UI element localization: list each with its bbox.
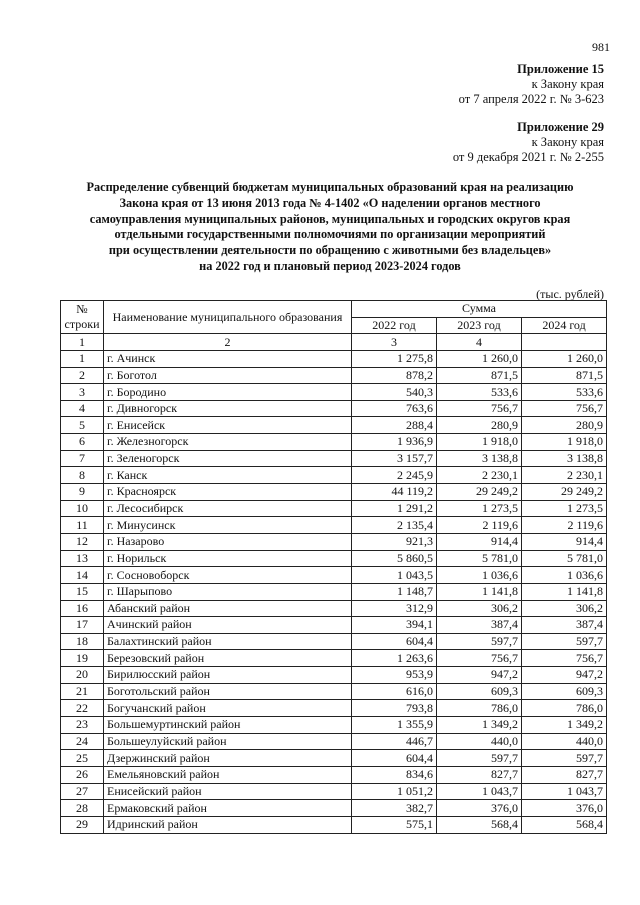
appendix-29-title: Приложение 29: [517, 120, 604, 134]
value-2024-cell: 1 043,7: [522, 783, 607, 800]
value-2022-cell: 1 051,2: [352, 783, 437, 800]
table-row: [61, 384, 607, 401]
value-2024-cell: 3 138,8: [522, 450, 607, 467]
municipality-name-cell: г. Зеленогорск: [104, 450, 352, 467]
value-2023-cell: 756,7: [437, 650, 522, 667]
value-2023-cell: 914,4: [437, 533, 522, 550]
value-2024-cell: 871,5: [522, 367, 607, 384]
value-2023-cell: 597,7: [437, 633, 522, 650]
municipality-name-cell: г. Боготол: [104, 367, 352, 384]
municipality-name-cell: г. Сосновоборск: [104, 567, 352, 584]
table-row: [61, 400, 607, 417]
value-2024-cell: 5 781,0: [522, 550, 607, 567]
table-row: [61, 783, 607, 800]
value-2023-cell: 1 918,0: [437, 434, 522, 451]
value-2022-cell: 616,0: [352, 683, 437, 700]
value-2022-cell: 604,4: [352, 750, 437, 767]
value-2022-cell: 1 291,2: [352, 500, 437, 517]
value-2023-cell: 786,0: [437, 700, 522, 717]
value-2023-cell: 947,2: [437, 667, 522, 684]
municipality-name-cell: г. Канск: [104, 467, 352, 484]
table-row: [61, 816, 607, 833]
municipality-name-cell: г. Красноярск: [104, 484, 352, 501]
value-2022-cell: 1 936,9: [352, 434, 437, 451]
value-2022-cell: 312,9: [352, 600, 437, 617]
title-line: Распределение субвенций бюджетам муниципальных образований края на реализацию: [86, 180, 574, 194]
value-2022-cell: 878,2: [352, 367, 437, 384]
value-2022-cell: 1 355,9: [352, 717, 437, 734]
table-row: [61, 766, 607, 783]
table-row: [61, 583, 607, 600]
row-number-cell: 16: [61, 600, 104, 617]
value-2024-cell: 376,0: [522, 800, 607, 817]
value-2023-cell: 1 349,2: [437, 717, 522, 734]
table-row: [61, 717, 607, 734]
value-2023-cell: 376,0: [437, 800, 522, 817]
row-number-cell: 3: [61, 384, 104, 401]
value-2023-cell: 1 043,7: [437, 783, 522, 800]
title-line: Закона края от 13 июня 2013 года № 4-1402 «О наделении органов местного: [119, 195, 541, 210]
title-line: отдельными государственными полномочиями по организации мероприятий: [114, 227, 546, 242]
value-2022-cell: 953,9: [352, 667, 437, 684]
value-2023-cell: 533,6: [437, 384, 522, 401]
row-number-cell: 28: [61, 800, 104, 817]
value-2022-cell: 575,1: [352, 816, 437, 833]
title-line: самоуправления муниципальных районов, муниципальных и городских округов края: [89, 211, 571, 226]
value-2023-cell: 597,7: [437, 750, 522, 767]
value-2022-cell: 793,8: [352, 700, 437, 717]
row-number-cell: 21: [61, 683, 104, 700]
value-2022-cell: 540,3: [352, 384, 437, 401]
row-number-cell: 17: [61, 617, 104, 634]
table-row: [61, 450, 607, 467]
appendix-29-law-ref: к Закону края: [531, 135, 604, 149]
document-title: [60, 180, 600, 275]
row-number-cell: 11: [61, 517, 104, 534]
value-2023-cell: 387,4: [437, 617, 522, 634]
value-2023-cell: 609,3: [437, 683, 522, 700]
value-2022-cell: 604,4: [352, 633, 437, 650]
value-2023-cell: 440,0: [437, 733, 522, 750]
value-2024-cell: 1 036,6: [522, 567, 607, 584]
row-number-cell: 23: [61, 717, 104, 734]
value-2023-cell: 280,9: [437, 417, 522, 434]
row-number-cell: 6: [61, 434, 104, 451]
value-2022-cell: 1 275,8: [352, 350, 437, 367]
table-row: [61, 617, 607, 634]
appendix-15-block: [459, 62, 604, 107]
municipality-name-cell: Балахтинский район: [104, 633, 352, 650]
table-row: [61, 533, 607, 550]
value-2022-cell: 2 135,4: [352, 517, 437, 534]
table-row: [61, 600, 607, 617]
municipality-name-cell: г. Дивногорск: [104, 400, 352, 417]
value-2024-cell: 29 249,2: [522, 484, 607, 501]
municipality-name-cell: г. Лесосибирск: [104, 500, 352, 517]
table-row: [61, 467, 607, 484]
value-2022-cell: 1 148,7: [352, 583, 437, 600]
title-line: при осуществлении деятельности по обращению с животными без владельцев»: [108, 243, 552, 258]
value-2024-cell: 756,7: [522, 400, 607, 417]
appendix-15-title: Приложение 15: [517, 62, 604, 76]
municipality-name-cell: Большеулуйский район: [104, 733, 352, 750]
value-2023-cell: 5 781,0: [437, 550, 522, 567]
value-2024-cell: 597,7: [522, 633, 607, 650]
municipality-name-cell: г. Ачинск: [104, 350, 352, 367]
value-2024-cell: 280,9: [522, 417, 607, 434]
value-2024-cell: 597,7: [522, 750, 607, 767]
row-number-cell: 19: [61, 650, 104, 667]
row-number-cell: 24: [61, 733, 104, 750]
header-municipality-name: Наименование муниципального образования: [104, 301, 352, 334]
value-2022-cell: 394,1: [352, 617, 437, 634]
municipality-name-cell: Абанский район: [104, 600, 352, 617]
table-row: [61, 417, 607, 434]
row-number-cell: 13: [61, 550, 104, 567]
value-2023-cell: 2 230,1: [437, 467, 522, 484]
municipality-name-cell: Березовский район: [104, 650, 352, 667]
value-2023-cell: 871,5: [437, 367, 522, 384]
column-number-5: [522, 334, 607, 351]
value-2023-cell: 568,4: [437, 816, 522, 833]
municipality-name-cell: Идринский район: [104, 816, 352, 833]
table-row: [61, 350, 607, 367]
municipality-name-cell: г. Минусинск: [104, 517, 352, 534]
value-2023-cell: 29 249,2: [437, 484, 522, 501]
table-row: [61, 567, 607, 584]
header-year-2023: 2023 год: [437, 317, 522, 334]
table-row: [61, 700, 607, 717]
value-2022-cell: 2 245,9: [352, 467, 437, 484]
value-2024-cell: 1 349,2: [522, 717, 607, 734]
table-row: [61, 517, 607, 534]
row-number-cell: 2: [61, 367, 104, 384]
appendix-29-block: [453, 120, 604, 165]
value-2024-cell: 609,3: [522, 683, 607, 700]
column-number-2: 2: [104, 334, 352, 351]
table-row: [61, 750, 607, 767]
value-2024-cell: 440,0: [522, 733, 607, 750]
value-2023-cell: 1 036,6: [437, 567, 522, 584]
header-year-2024: 2024 год: [522, 317, 607, 334]
municipality-name-cell: Богучанский район: [104, 700, 352, 717]
table-row: [61, 367, 607, 384]
units-label: (тыс. рублей): [536, 287, 604, 301]
table-row: [61, 800, 607, 817]
header-year-2022: 2022 год: [352, 317, 437, 334]
value-2023-cell: 1 141,8: [437, 583, 522, 600]
municipality-name-cell: Ермаковский район: [104, 800, 352, 817]
header-row-number: № строки: [61, 301, 104, 334]
value-2024-cell: 2 230,1: [522, 467, 607, 484]
value-2024-cell: 1 273,5: [522, 500, 607, 517]
header-sum: Сумма: [352, 301, 607, 318]
table-body: [61, 350, 607, 833]
municipality-name-cell: Енисейский район: [104, 783, 352, 800]
value-2022-cell: 1 043,5: [352, 567, 437, 584]
row-number-cell: 14: [61, 567, 104, 584]
value-2023-cell: 756,7: [437, 400, 522, 417]
row-number-cell: 5: [61, 417, 104, 434]
value-2023-cell: 3 138,8: [437, 450, 522, 467]
value-2022-cell: 446,7: [352, 733, 437, 750]
column-number-3: 3: [352, 334, 437, 351]
row-number-cell: 20: [61, 667, 104, 684]
value-2022-cell: 5 860,5: [352, 550, 437, 567]
value-2024-cell: 827,7: [522, 766, 607, 783]
value-2022-cell: 288,4: [352, 417, 437, 434]
table-row: [61, 500, 607, 517]
value-2024-cell: 387,4: [522, 617, 607, 634]
row-number-cell: 22: [61, 700, 104, 717]
value-2022-cell: 763,6: [352, 400, 437, 417]
value-2024-cell: 1 141,8: [522, 583, 607, 600]
value-2022-cell: 1 263,6: [352, 650, 437, 667]
value-2022-cell: 44 119,2: [352, 484, 437, 501]
municipality-name-cell: г. Шарыпово: [104, 583, 352, 600]
row-number-cell: 29: [61, 816, 104, 833]
value-2023-cell: 2 119,6: [437, 517, 522, 534]
table-row: [61, 650, 607, 667]
value-2024-cell: 786,0: [522, 700, 607, 717]
municipality-name-cell: Ачинский район: [104, 617, 352, 634]
table-row: [61, 683, 607, 700]
appendix-29-date: от 9 декабря 2021 г. № 2-255: [452, 150, 604, 164]
table-row: [61, 484, 607, 501]
value-2024-cell: 533,6: [522, 384, 607, 401]
municipality-name-cell: Боготольский район: [104, 683, 352, 700]
table-row: [61, 733, 607, 750]
value-2022-cell: 921,3: [352, 533, 437, 550]
table-row: [61, 434, 607, 451]
value-2024-cell: 2 119,6: [522, 517, 607, 534]
row-number-cell: 8: [61, 467, 104, 484]
table-row: [61, 550, 607, 567]
row-number-cell: 15: [61, 583, 104, 600]
row-number-cell: 10: [61, 500, 104, 517]
municipality-name-cell: г. Железногорск: [104, 434, 352, 451]
row-number-cell: 9: [61, 484, 104, 501]
value-2023-cell: 306,2: [437, 600, 522, 617]
municipality-name-cell: Емельяновский район: [104, 766, 352, 783]
row-number-cell: 12: [61, 533, 104, 550]
value-2023-cell: 1 260,0: [437, 350, 522, 367]
municipality-name-cell: Бирилюсский район: [104, 667, 352, 684]
value-2022-cell: 834,6: [352, 766, 437, 783]
value-2022-cell: 382,7: [352, 800, 437, 817]
value-2023-cell: 827,7: [437, 766, 522, 783]
municipality-name-cell: г. Бородино: [104, 384, 352, 401]
value-2024-cell: 306,2: [522, 600, 607, 617]
municipality-name-cell: Большемуртинский район: [104, 717, 352, 734]
row-number-cell: 1: [61, 350, 104, 367]
table-row: [61, 633, 607, 650]
row-number-cell: 18: [61, 633, 104, 650]
municipality-name-cell: г. Норильск: [104, 550, 352, 567]
municipality-name-cell: г. Назарово: [104, 533, 352, 550]
table-row: [61, 667, 607, 684]
value-2024-cell: 914,4: [522, 533, 607, 550]
value-2024-cell: 568,4: [522, 816, 607, 833]
row-number-cell: 25: [61, 750, 104, 767]
row-number-cell: 27: [61, 783, 104, 800]
value-2024-cell: 756,7: [522, 650, 607, 667]
municipality-name-cell: г. Енисейск: [104, 417, 352, 434]
row-number-cell: 4: [61, 400, 104, 417]
subsidy-table: [60, 300, 607, 834]
title-line: на 2022 год и плановый период 2023-2024 годов: [199, 258, 461, 273]
column-number-4: 4: [437, 334, 522, 351]
municipality-name-cell: Дзержинский район: [104, 750, 352, 767]
row-number-cell: 26: [61, 766, 104, 783]
column-number-1: 1: [61, 334, 104, 351]
appendix-15-date: от 7 апреля 2022 г. № 3-623: [458, 92, 604, 106]
page-number: 981: [592, 40, 610, 54]
value-2022-cell: 3 157,7: [352, 450, 437, 467]
value-2024-cell: 1 260,0: [522, 350, 607, 367]
value-2023-cell: 1 273,5: [437, 500, 522, 517]
value-2024-cell: 947,2: [522, 667, 607, 684]
appendix-15-law-ref: к Закону края: [531, 77, 604, 91]
value-2024-cell: 1 918,0: [522, 434, 607, 451]
row-number-cell: 7: [61, 450, 104, 467]
